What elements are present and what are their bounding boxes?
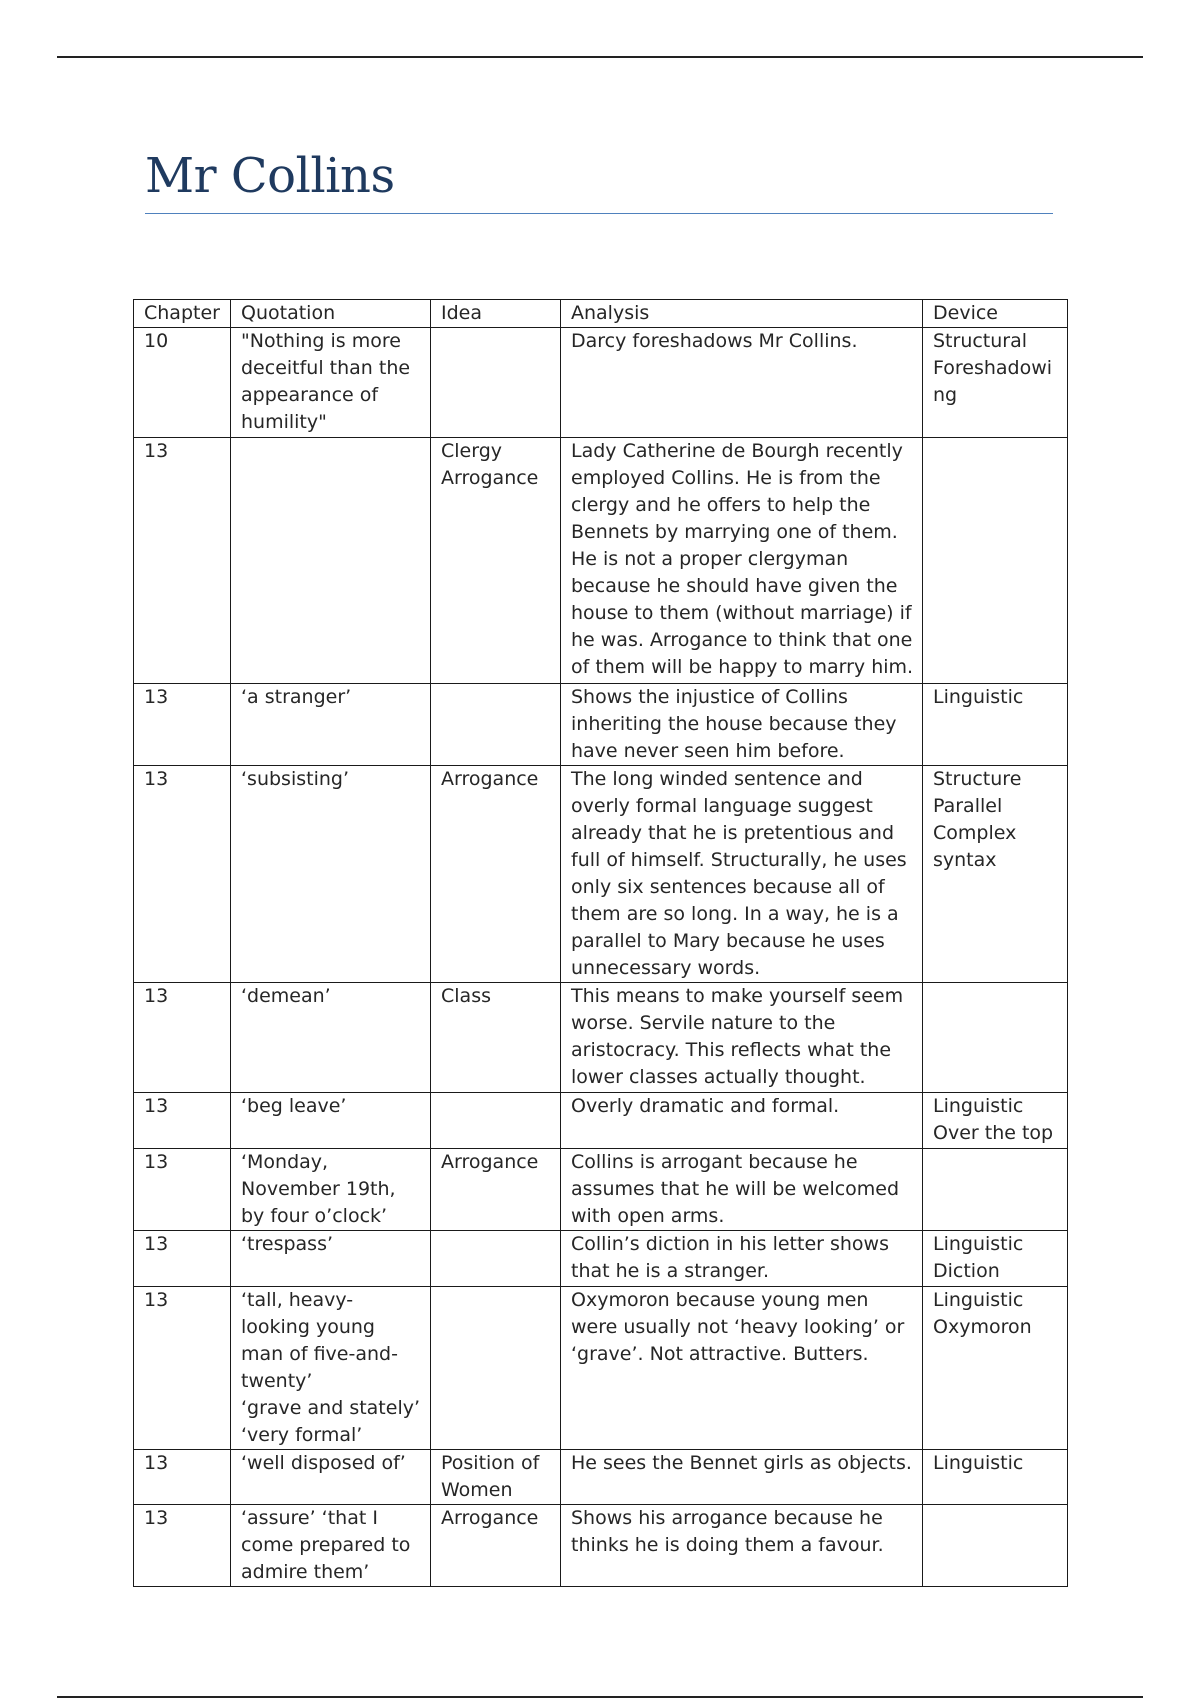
column-header-device: Device	[923, 300, 1068, 328]
analysis-cell: Collins is arrogant because he assumes that he will be welcomed with open arms.	[561, 1149, 923, 1231]
analysis-cell: Darcy foreshadows Mr Collins.	[561, 328, 923, 438]
quotation-cell: ‘assure’ ‘that I come prepared to admire them’	[231, 1505, 431, 1587]
analysis-cell: Shows the injustice of Collins inheriting the house because they have never seen him before.	[561, 684, 923, 766]
idea-cell	[431, 1231, 561, 1287]
column-header-analysis: Analysis	[561, 300, 923, 328]
page-title: Mr Collins	[145, 148, 395, 204]
analysis-cell: The long winded sentence and overly formal language suggest already that he is pretentious and full of himself. Structurally, he uses only six sentences because all of them are so long. In a way, he is a parallel to Mary because he uses unnecessary words.	[561, 766, 923, 983]
chapter-cell: 13	[134, 983, 231, 1093]
chapter-cell: 13	[134, 438, 231, 684]
chapter-cell: 13	[134, 1231, 231, 1287]
table-row	[134, 1505, 1068, 1587]
analysis-cell: Collin’s diction in his letter shows that he is a stranger.	[561, 1231, 923, 1287]
device-cell	[923, 438, 1068, 684]
idea-cell	[431, 328, 561, 438]
idea-cell: Position of Women	[431, 1450, 561, 1505]
idea-cell: Clergy Arrogance	[431, 438, 561, 684]
idea-cell: Arrogance	[431, 766, 561, 983]
quotation-cell: ‘demean’	[231, 983, 431, 1093]
quotation-cell: ‘subsisting’	[231, 766, 431, 983]
idea-cell	[431, 684, 561, 766]
column-header-chapter: Chapter	[134, 300, 231, 328]
table-row	[134, 766, 1068, 983]
table-row	[134, 328, 1068, 438]
idea-cell: Class	[431, 983, 561, 1093]
table-row	[134, 1450, 1068, 1505]
device-cell	[923, 983, 1068, 1093]
device-cell: Linguistic Over the top	[923, 1093, 1068, 1149]
analysis-table	[133, 299, 1068, 1587]
device-cell: Structure Parallel Complex syntax	[923, 766, 1068, 983]
device-cell	[923, 1149, 1068, 1231]
title-underline	[145, 213, 1053, 214]
chapter-cell: 10	[134, 328, 231, 438]
quotation-cell: ‘a stranger’	[231, 684, 431, 766]
quotation-cell: ‘well disposed of’	[231, 1450, 431, 1505]
analysis-cell: He sees the Bennet girls as objects.	[561, 1450, 923, 1505]
chapter-cell: 13	[134, 1093, 231, 1149]
device-cell: Linguistic Diction	[923, 1231, 1068, 1287]
idea-cell	[431, 1093, 561, 1149]
column-header-idea: Idea	[431, 300, 561, 328]
footer-rule	[57, 1696, 1143, 1698]
table-row	[134, 438, 1068, 684]
chapter-cell: 13	[134, 1149, 231, 1231]
device-cell: Linguistic	[923, 1450, 1068, 1505]
quotation-cell: ‘trespass’	[231, 1231, 431, 1287]
header-rule	[57, 56, 1143, 58]
table-row	[134, 1231, 1068, 1287]
analysis-cell: Lady Catherine de Bourgh recently employed Collins. He is from the clergy and he offers to help the Bennets by marrying one of them. He is not a proper clergyman because he should have given the house to them (without marriage) if he was. Arrogance to think that one of them will be happy to marry him.	[561, 438, 923, 684]
idea-cell: Arrogance	[431, 1505, 561, 1587]
device-cell: Linguistic	[923, 684, 1068, 766]
device-cell	[923, 1505, 1068, 1587]
chapter-cell: 13	[134, 766, 231, 983]
chapter-cell: 13	[134, 1450, 231, 1505]
table-row	[134, 1287, 1068, 1450]
table-row	[134, 1093, 1068, 1149]
quotation-cell	[231, 438, 431, 684]
chapter-cell: 13	[134, 1287, 231, 1450]
table-row	[134, 1149, 1068, 1231]
quotation-cell: "Nothing is more deceitful than the appearance of humility"	[231, 328, 431, 438]
idea-cell	[431, 1287, 561, 1450]
device-cell: Linguistic Oxymoron	[923, 1287, 1068, 1450]
analysis-cell: Overly dramatic and formal.	[561, 1093, 923, 1149]
table-row	[134, 983, 1068, 1093]
quotation-cell: ‘beg leave’	[231, 1093, 431, 1149]
column-header-quotation: Quotation	[231, 300, 431, 328]
device-cell: Structural Foreshadowi ng	[923, 328, 1068, 438]
chapter-cell: 13	[134, 1505, 231, 1587]
analysis-cell: Oxymoron because young men were usually not ‘heavy looking’ or ‘grave’. Not attractive. Butters.	[561, 1287, 923, 1450]
quotation-cell: ‘tall, heavy-looking young man of five-and-twenty’ ‘grave and stately’ ‘very formal’	[231, 1287, 431, 1450]
analysis-cell: This means to make yourself seem worse. Servile nature to the aristocracy. This reflects what the lower classes actually thought.	[561, 983, 923, 1093]
table-row	[134, 684, 1068, 766]
quotation-cell: ‘Monday, November 19th, by four o’clock’	[231, 1149, 431, 1231]
chapter-cell: 13	[134, 684, 231, 766]
analysis-cell: Shows his arrogance because he thinks he is doing them a favour.	[561, 1505, 923, 1587]
idea-cell: Arrogance	[431, 1149, 561, 1231]
table-header-row	[134, 300, 1068, 328]
